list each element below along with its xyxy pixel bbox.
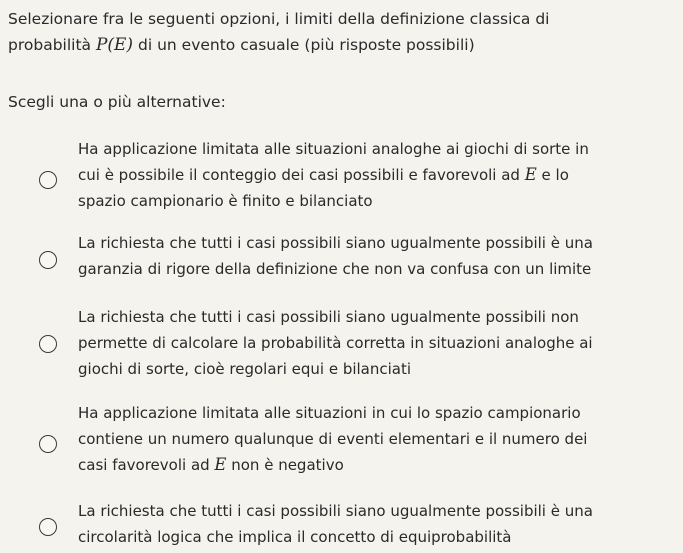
option-1-line-3: spazio campionario è finito e bilanciato <box>78 192 373 210</box>
option-3-line-3: giochi di sorte, cioè regolari equi e bilanciati <box>78 360 412 378</box>
option-4-line-1: Ha applicazione limitata alle situazioni in cui lo spazio campionario <box>78 404 581 422</box>
option-2-radio[interactable] <box>39 251 57 269</box>
option-5-line-1: La richiesta che tutti i casi possibili siano ugualmente possibili è una <box>78 502 593 520</box>
option-4-label[interactable] <box>78 400 678 478</box>
option-4[interactable] <box>0 383 683 474</box>
option-3-label[interactable] <box>78 304 678 382</box>
question-line-1: Selezionare fra le seguenti opzioni, i limiti della definizione classica di <box>8 10 550 28</box>
option-3-radio[interactable] <box>39 335 57 353</box>
option-4-line-2: contiene un numero qualunque di eventi elementari e il numero dei <box>78 430 588 448</box>
option-2-label[interactable] <box>78 230 678 282</box>
event-symbol: E <box>214 455 227 474</box>
options-list <box>0 128 683 553</box>
option-2-line-2: garanzia di rigore della definizione che non va confusa con un limite <box>78 260 592 278</box>
option-4-line-3: casi favorevoli ad E non è negativo <box>78 455 344 474</box>
option-5-line-2: circolarità logica che implica il concetto di equiprobabilità <box>78 528 512 546</box>
option-2[interactable] <box>0 213 683 298</box>
option-2-line-1: La richiesta che tutti i casi possibili siano ugualmente possibili è una <box>78 234 593 252</box>
option-5-label[interactable] <box>78 498 678 550</box>
probability-symbol: P(E) <box>95 35 134 55</box>
event-symbol: E <box>524 165 537 184</box>
option-3[interactable] <box>0 298 683 383</box>
option-3-line-2: permette di calcolare la probabilità corretta in situazioni analoghe ai <box>78 334 593 352</box>
option-1-radio[interactable] <box>39 171 57 189</box>
option-1[interactable] <box>0 128 683 213</box>
question-text <box>8 6 676 58</box>
option-1-line-2: cui è possibile il conteggio dei casi possibili e favorevoli ad E e lo <box>78 165 569 184</box>
option-3-line-1: La richiesta che tutti i casi possibili siano ugualmente possibili non <box>78 308 579 326</box>
instruction-text: Scegli una o più alternative: <box>8 93 226 111</box>
question-line-2b: di un evento casuale (più risposte possibili) <box>133 36 475 54</box>
option-5[interactable] <box>0 468 683 553</box>
option-5-radio[interactable] <box>39 518 57 536</box>
option-1-line-1: Ha applicazione limitata alle situazioni analoghe ai giochi di sorte in <box>78 140 589 158</box>
option-1-label[interactable] <box>78 136 678 214</box>
option-4-radio[interactable] <box>39 435 57 453</box>
question-line-2a: probabilità <box>8 36 96 54</box>
